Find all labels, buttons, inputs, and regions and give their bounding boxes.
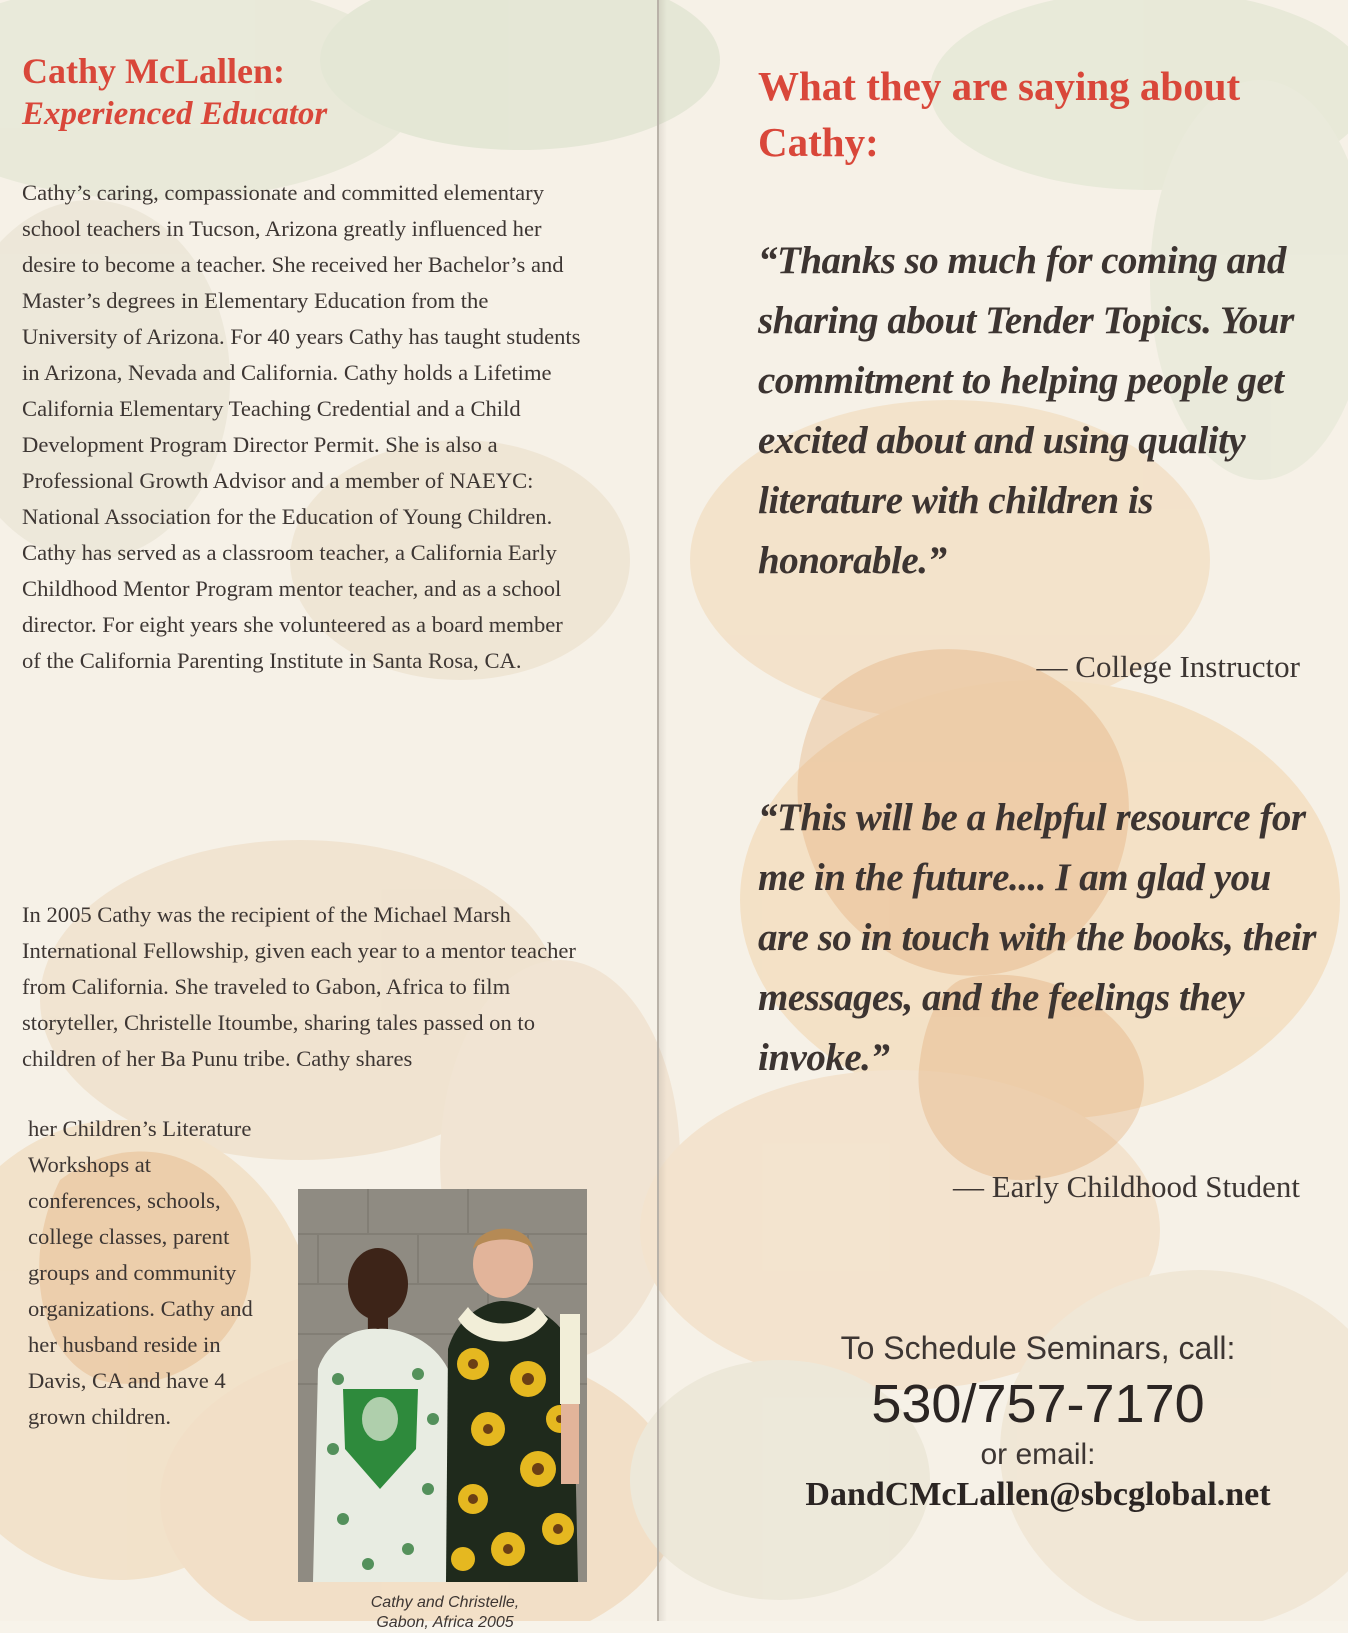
photo-illustration [298, 1189, 587, 1582]
fold-shadow [659, 0, 667, 1621]
or-email-label: or email: [980, 1438, 1096, 1471]
contact-block [758, 1328, 1318, 1518]
testimonial-quote-1: “Thanks so much for coming and sharing about Tender Topics. Your commitment to helping people get excited about and using quality literature with children is honorable.” [758, 239, 1294, 582]
schedule-label: To Schedule Seminars, call: [840, 1330, 1236, 1366]
right-panel [758, 58, 1318, 1513]
testimonials-title: What they are saying about Cathy: [758, 63, 1241, 165]
testimonial-quote-2: “This will be a helpful resource for me in the future.... I am glad you are so in touch with the books, their messages, and the feelings they invoke.” [758, 796, 1316, 1079]
bio-subtitle: Experienced Educator [22, 96, 328, 132]
testimonial-attribution-1: — College Instructor [1036, 649, 1300, 684]
testimonial-attribution-2: — Early Childhood Student [952, 1169, 1300, 1204]
bio-paragraph-1: Cathy’s caring, compassionate and committed elementary school teachers in Tucson, Arizona greatly influenced her desire to become a teacher. She received her Bachelor’s and Master’s degrees in Elementary Education from the University of Arizona. For 40 years Cathy has taught students in Arizona, Nevada and California. Cathy holds a Lifetime California Elementary Teaching Credential and a Child Development Program Director Permit. She is also a Professional Growth Advisor and a member of NAEYC: National Association for the Education of Young Children. Cathy has served as a classroom teacher, a California Early Childhood Mentor Program mentor teacher, and as a school director. For eight years she volunteered as a board member of the California Parenting Institute in Santa Rosa, CA. [22, 180, 581, 673]
left-panel [22, 50, 582, 1631]
email-address[interactable]: DandCMcLallen@sbcglobal.net [805, 1476, 1271, 1513]
photo-caption-line-1: Cathy and Christelle, [370, 1594, 520, 1611]
phone-number[interactable]: 530/757-7170 [871, 1374, 1205, 1434]
photo-caption-line-2: Gabon, Africa 2005 [376, 1614, 514, 1631]
bio-paragraph-3: her Children’s Literature Workshops at conferences, schools, college classes, parent groups and community organizations. Cathy and her husband reside in Davis, CA and have 4 grown children. [28, 1116, 253, 1429]
bio-title: Cathy McLallen: [22, 51, 285, 91]
photo-caption [334, 1593, 556, 1633]
bio-paragraph-2: In 2005 Cathy was the recipient of the Michael Marsh International Fellowship, given each year to a mentor teacher from California. She traveled to Gabon, Africa to film storyteller, Christelle Itoumbe, sharing tales passed on to children of her Ba Punu tribe. Cathy shares [22, 902, 576, 1071]
photo-cathy-and-christelle [298, 1189, 587, 1582]
